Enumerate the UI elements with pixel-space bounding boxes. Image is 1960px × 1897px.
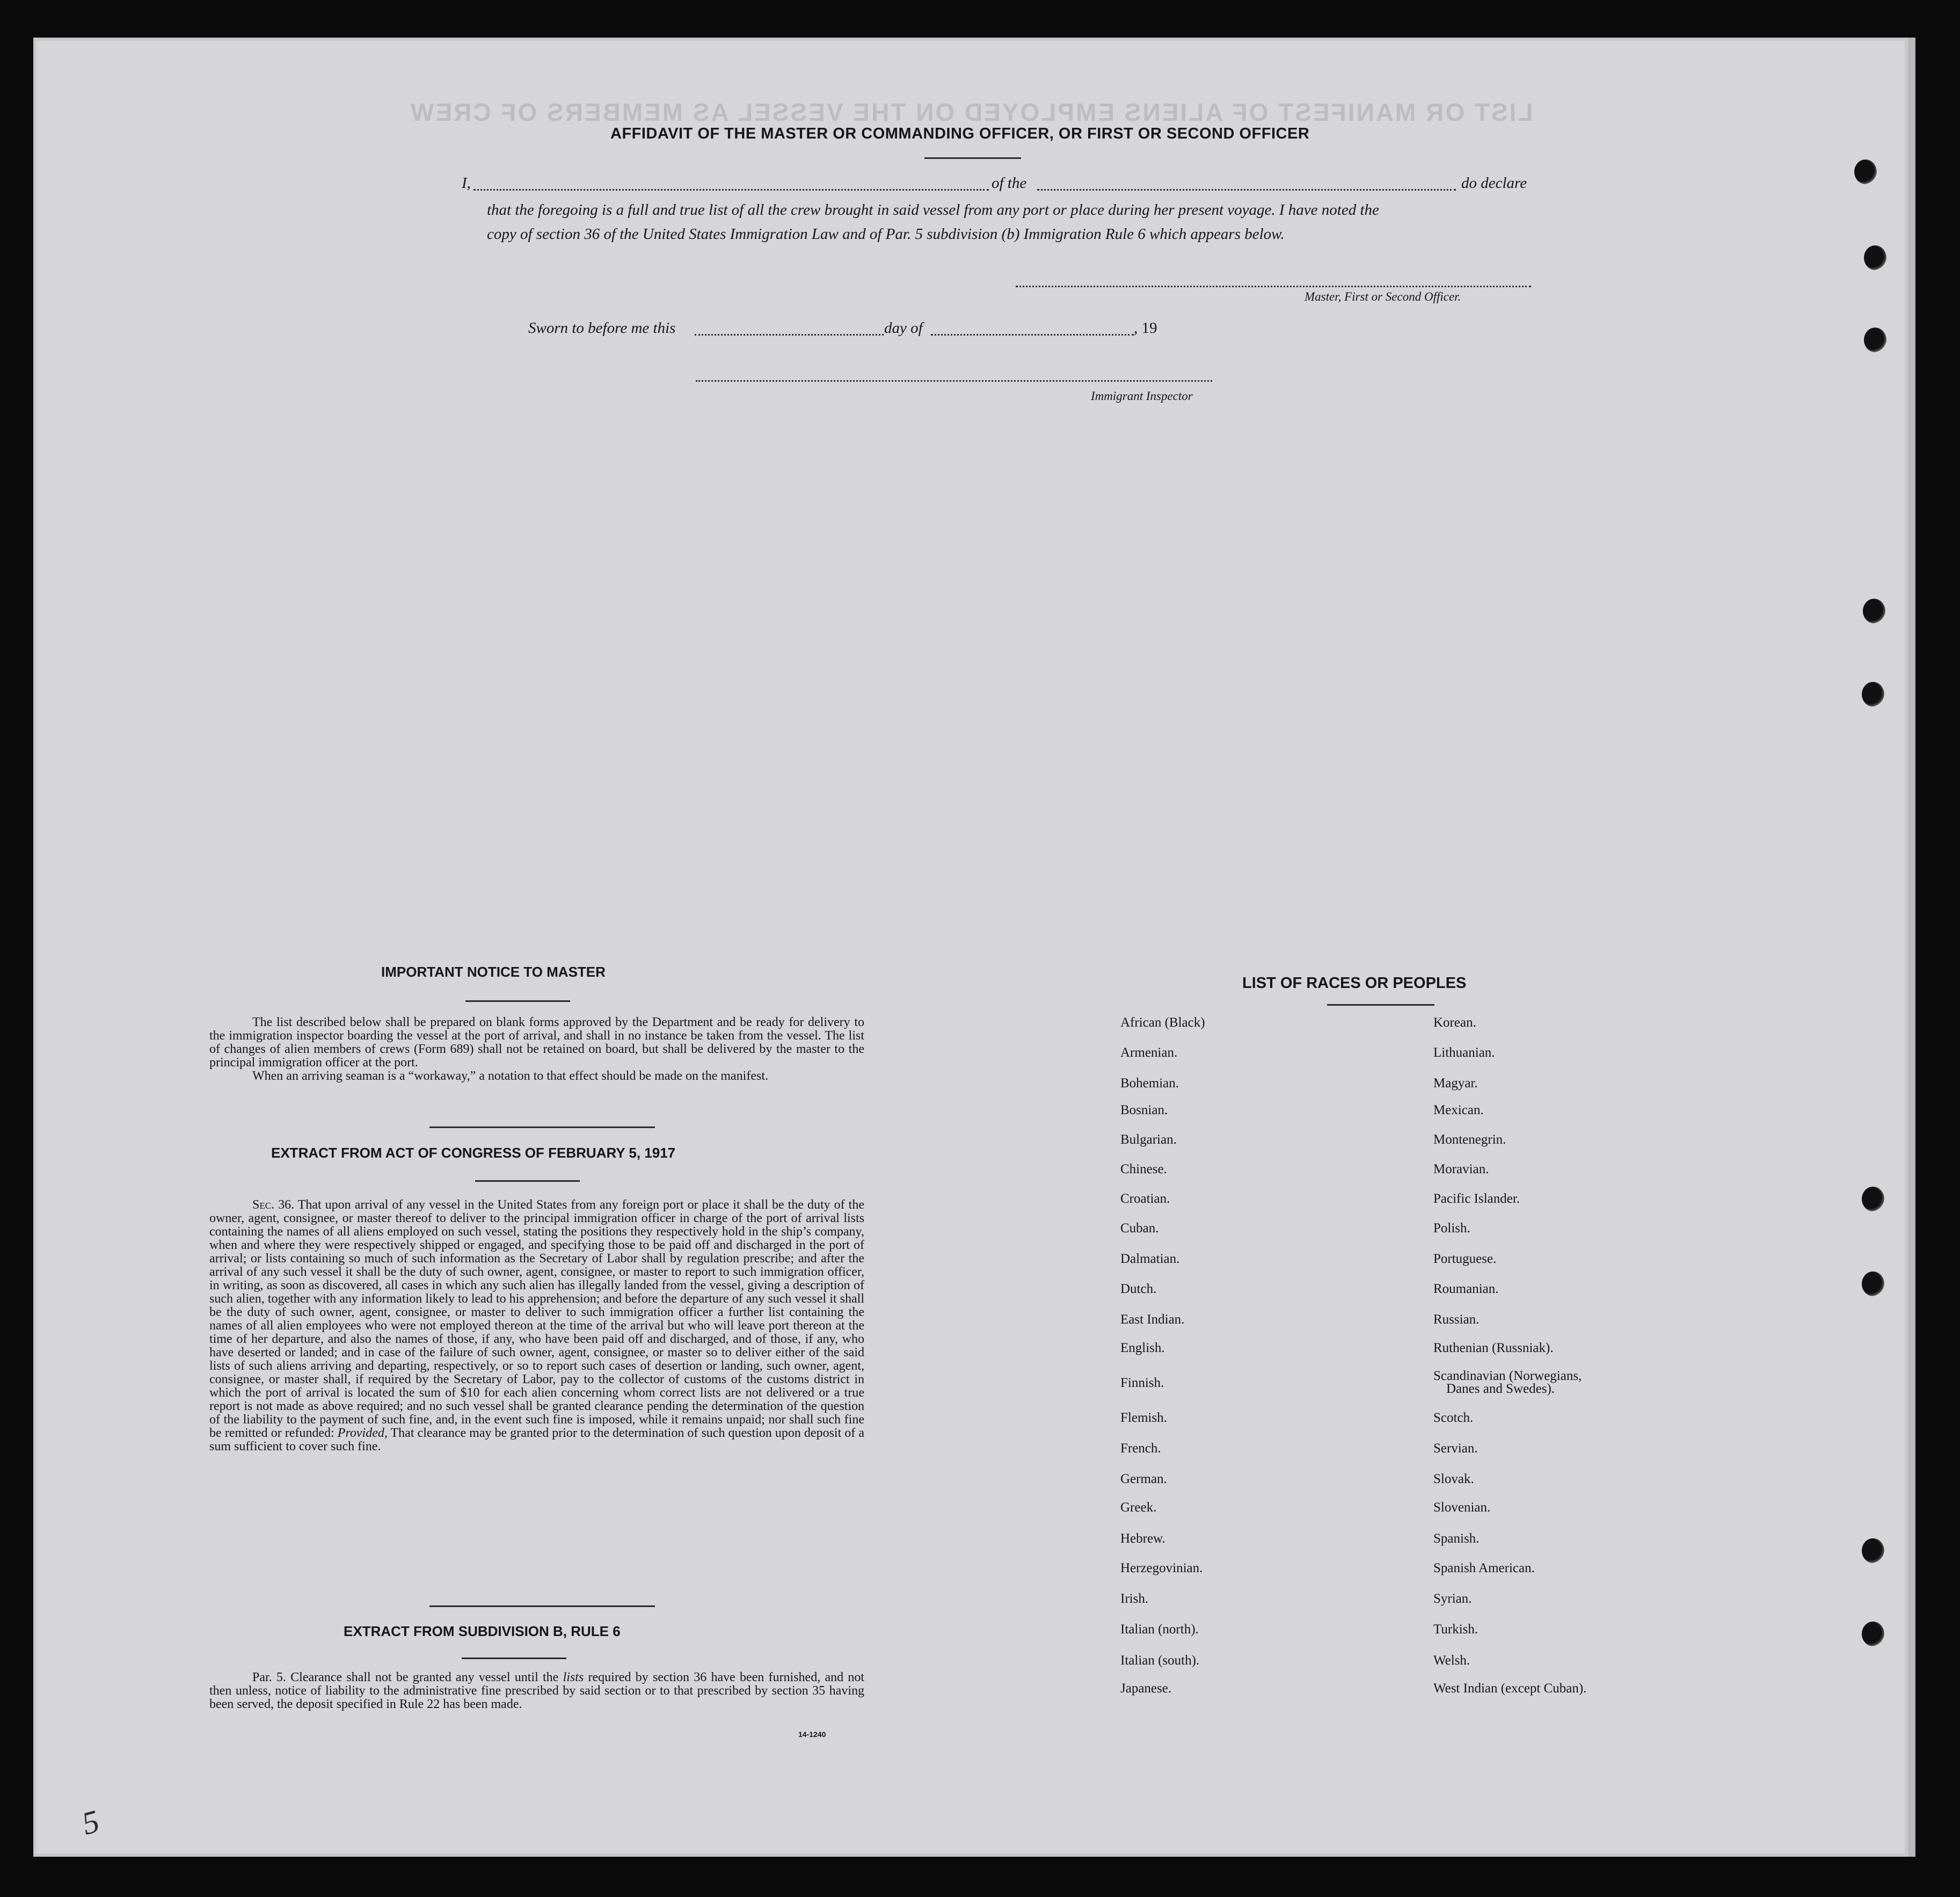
inspector-blank[interactable] [696,380,1212,382]
notice-para-2: When an arriving seaman is a “workaway,” a notation to that effect should be made on the manifest. [252,1069,768,1083]
notice-para-1: The list described below shall be prepared on blank forms approved by the Department and be ready for delivery to the immigration inspector boarding the vessel at the port of arrival, and shall in no instance be taken from the vessel. The list of changes of alien members of crews (Form 689) shall not be retained on board, but shall be delivered by the master to the principal immigration officer at the port. [209,1015,864,1070]
race-item: African (Black) [1120,1015,1205,1030]
race-item: Mexican. [1433,1103,1484,1117]
race-item: Roumanian. [1433,1282,1499,1296]
race-item: Herzegovinian. [1120,1561,1203,1575]
race-item: French. [1120,1441,1161,1456]
signature-blank[interactable] [1016,286,1531,287]
race-item: Scandinavian (Norwegians, [1433,1369,1582,1383]
race-item: Spanish. [1433,1531,1480,1546]
race-item: Italian (south). [1120,1653,1200,1668]
notice-end-rule [429,1126,655,1128]
extract-act-body [209,1198,864,1453]
notice-title-rule [465,1000,570,1002]
race-item: Bohemian. [1120,1076,1179,1091]
sworn-month-blank[interactable] [931,334,1134,336]
faint-header: LIST OR MANIFEST OF ALIENS EMPLOYED ON THE VESSEL AS MEMBERS OF CREW [409,98,1533,126]
sec-36-text-end: That clearance may be granted prior to the determination of such question upon deposit of a sum sufficient to cover such fine. [209,1426,864,1453]
sec-36-label: Sec. 36. [252,1198,295,1212]
inspector-label: Immigrant Inspector [1091,389,1193,403]
races-title: LIST OF RACES OR PEOPLES [1242,975,1467,992]
affidavit-title-rule [924,157,1021,159]
rule-lists-word: lists [563,1670,584,1684]
corner-mark: 5 [78,1803,103,1842]
race-item: Hebrew. [1120,1531,1165,1546]
race-item: German. [1120,1472,1167,1486]
race-item: Korean. [1433,1015,1476,1030]
rule-text-start: Par. 5. Clearance shall not be granted any vessel until the [252,1670,559,1684]
extract-act-rule [475,1180,580,1182]
punch-hole [1854,159,1877,184]
affidavit-line2: that the foregoing is a full and true list of all the crew brought in said vessel from any port or place during her present voyage. I have noted the [487,201,1379,219]
document-page [33,38,1915,1857]
race-item: Syrian. [1433,1591,1472,1606]
race-item: English. [1120,1341,1165,1355]
race-item: Dalmatian. [1120,1252,1180,1266]
race-item: Slovenian. [1433,1500,1491,1515]
notice-title: IMPORTANT NOTICE TO MASTER [381,964,606,980]
race-item: Finnish. [1120,1376,1164,1390]
signature-label: Master, First or Second Officer. [1305,290,1461,303]
affidavit-of-the: of the [992,175,1027,192]
race-item: Lithuanian. [1433,1045,1495,1060]
punch-hole [1862,682,1884,707]
extract-rule-title: EXTRACT FROM SUBDIVISION B, RULE 6 [344,1623,621,1639]
race-item: Servian. [1433,1441,1478,1456]
punch-hole [1864,328,1886,352]
race-item: Turkish. [1433,1622,1478,1637]
race-item: Slovak. [1433,1472,1474,1486]
extract-act-end-rule [429,1605,655,1607]
rule-text-end: required by section 36 have been furnished, and not then unless, notice of liability to the administrative fine prescribed by said section or to that prescribed by section 35 having been served, the deposit specified in Rule 22 has been made. [209,1670,865,1711]
extract-act-title: EXTRACT FROM ACT OF CONGRESS OF FEBRUARY 5, 1917 [271,1145,676,1161]
affidavit-do-declare: do declare [1461,175,1527,192]
race-item: Flemish. [1120,1411,1167,1425]
race-item: Greek. [1120,1500,1157,1515]
race-item: Montenegrin. [1433,1132,1506,1147]
race-item: West Indian (except Cuban). [1433,1681,1587,1696]
punch-hole [1862,1271,1884,1296]
extract-rule-body [209,1671,864,1711]
extract-rule-rule [462,1658,566,1659]
punch-hole [1863,599,1885,623]
provided-word: Provided, [337,1426,388,1440]
race-item: East Indian. [1120,1312,1185,1327]
race-item: Polish. [1433,1221,1470,1235]
race-item: Bosnian. [1120,1103,1168,1117]
race-item: Irish. [1120,1591,1149,1606]
affidavit-i: I, [462,175,471,192]
race-item: Portuguese. [1433,1252,1497,1266]
race-item: Russian. [1433,1312,1480,1327]
sworn-label: Sworn to before me this [528,319,676,337]
race-item: Croatian. [1120,1191,1170,1206]
race-item: Magyar. [1433,1076,1478,1091]
sworn-day-blank[interactable] [695,334,884,336]
sec-36-text: That upon arrival of any vessel in the United States from any foreign port or place it shall be the duty of the owner, agent, consignee, or master thereof to deliver to the principal immigration officer in charge of the port of arrival lists containing the names of all aliens employed on such vessel, stating the positions they respectively hold in the ship’s company, when and where they were respectively shipped or engaged, and specifying those to be paid off and discharged in the port of arrival; or lists containing so much of such information as the Secretary of Labor shall by regulation prescribe; and after the arrival of any such vessel it shall be the duty of such owner, agent, consignee, or master to report to such immigration officer, in writing, as soon as discovered, all cases in which any such alien has illegally landed from the vessel, giving a description of such alien, together with any information likely to lead to his apprehension; and before the departure of any such vessel it shall be the duty of such owner, agent, consignee, or master to deliver to such immigration officer a further list containing the names of all alien employees who were not employed thereon at the time of the arrival but who will leave port thereon at the time of her departure, and also the names of those, if any, who have been paid off and discharged, and of those, if any, who have deserted or landed; and in case of the failure of such owner, agent, consignee, or master so to deliver either of the said lists of such aliens arriving and departing, respectively, or so to report such cases of desertion or landing, such owner, agent, consignee, or master shall, if required by the Secretary of Labor, pay to the collector of customs of the customs district in which the port of arrival is located the sum of $10 for each alien concerning whom correct lists are not delivered or a true report is not made as above required; and no such vessel shall be granted clearance pending the determination of the question of the liability to the payment of such fine, and, in the event such fine is imposed, while it remains unpaid; nor shall such fine be remitted or refunded: [209,1198,865,1440]
race-item: Chinese. [1120,1162,1167,1176]
race-item: Spanish American. [1433,1561,1535,1575]
race-item: Welsh. [1433,1653,1470,1668]
punch-hole [1862,1187,1884,1211]
affidavit-title: AFFIDAVIT OF THE MASTER OR COMMANDING OFFICER, OR FIRST OR SECOND OFFICER [610,125,1310,142]
sworn-year: , 19 [1134,319,1157,337]
race-item: Japanese. [1120,1681,1172,1696]
affidavit-vessel-blank[interactable] [1037,189,1456,191]
races-title-rule [1327,1004,1434,1006]
form-number: 14-1240 [798,1730,826,1739]
race-item: Pacific Islander. [1433,1191,1520,1206]
race-item: Bulgarian. [1120,1132,1177,1147]
punch-hole [1864,245,1886,270]
punch-hole [1862,1622,1884,1646]
race-item: Scotch. [1433,1411,1474,1425]
race-item: Armenian. [1120,1045,1178,1060]
notice-body [209,1016,864,1083]
punch-hole [1862,1538,1884,1563]
race-item: Italian (north). [1120,1622,1199,1637]
race-item: Cuban. [1120,1221,1159,1235]
race-item: Moravian. [1433,1162,1489,1176]
affidavit-line3: copy of section 36 of the United States Immigration Law and of Par. 5 subdivision (b) Immigration Rule 6 which appears below. [487,226,1285,243]
race-item: Ruthenian (Russniak). [1433,1341,1554,1355]
race-item: Dutch. [1120,1282,1157,1296]
affidavit-name-blank[interactable] [473,189,989,191]
race-item-sub: Danes and Swedes). [1446,1382,1555,1396]
sworn-day-of: day of [884,319,923,337]
